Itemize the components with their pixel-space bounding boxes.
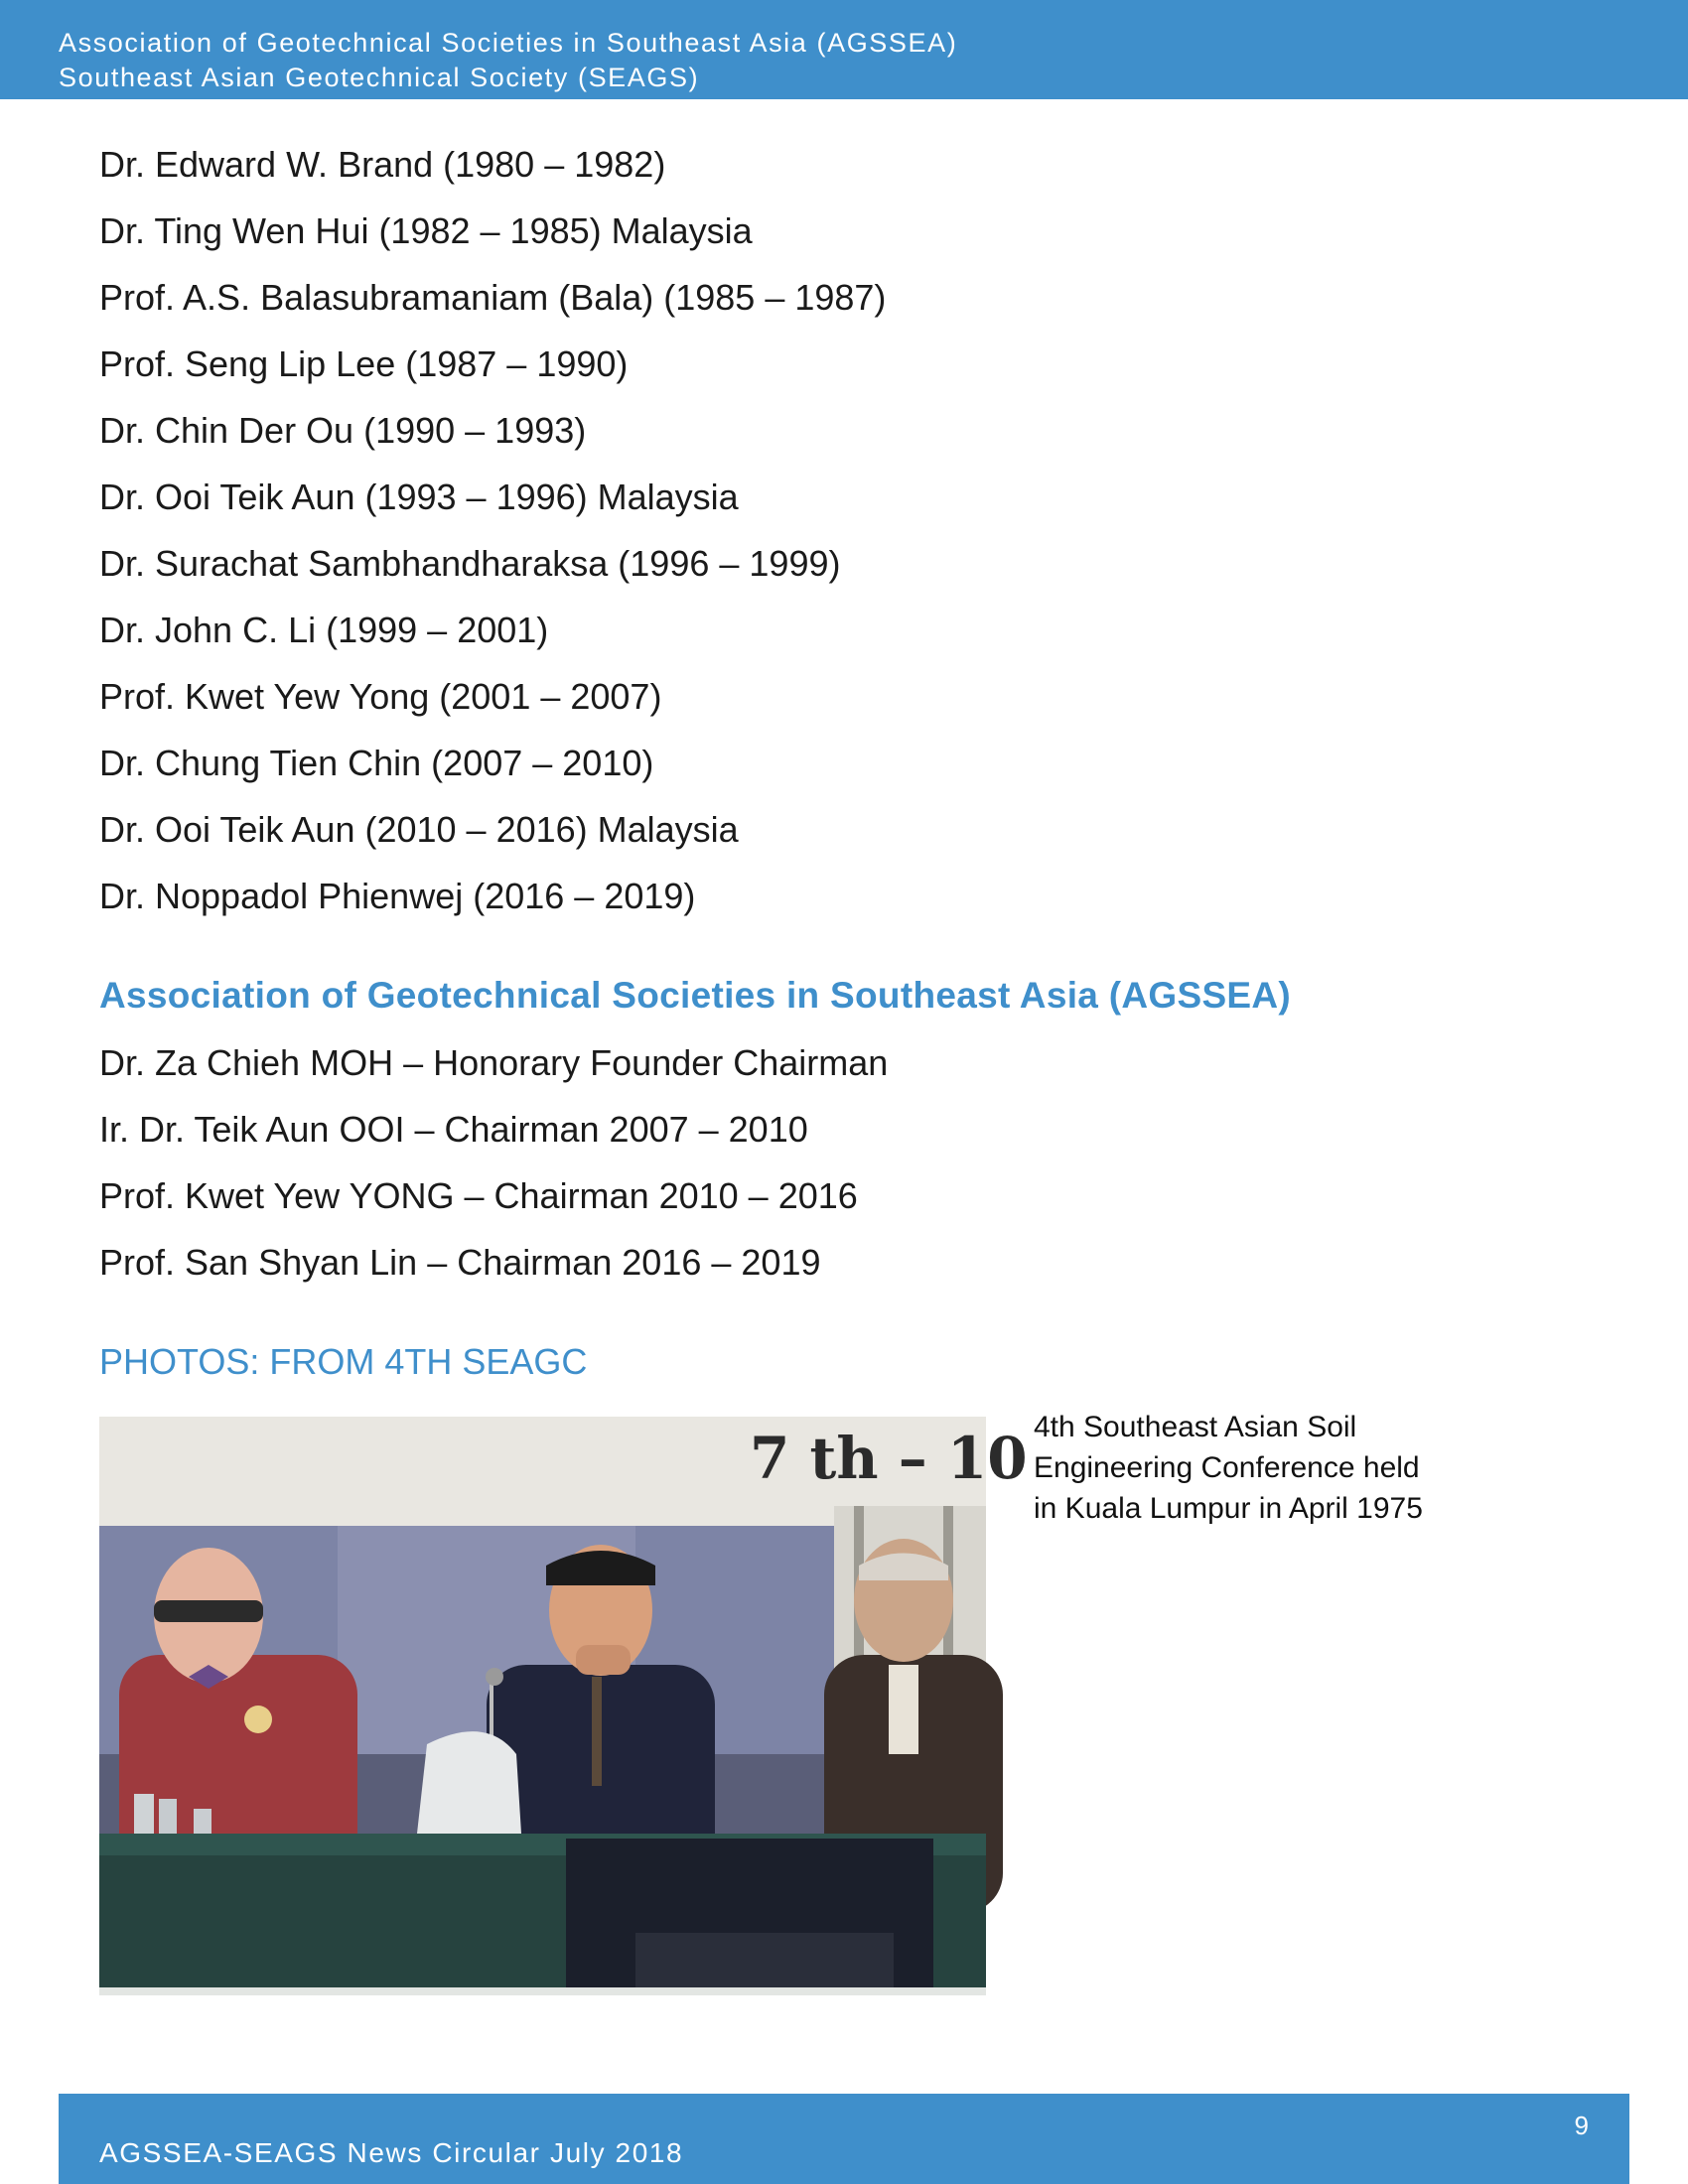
list-item: Dr. Edward W. Brand (1980 – 1982) bbox=[99, 144, 666, 185]
list-item: Dr. Chung Tien Chin (2007 – 2010) bbox=[99, 743, 654, 783]
list-item: Prof. Kwet Yew Yong (2001 – 2007) bbox=[99, 676, 662, 717]
list-item: Dr. Ooi Teik Aun (1993 – 1996) Malaysia bbox=[99, 477, 739, 517]
photos-heading: PHOTOS: FROM 4TH SEAGC bbox=[99, 1341, 588, 1382]
page-header bbox=[0, 0, 1688, 99]
list-item: Ir. Dr. Teik Aun OOI – Chairman 2007 – 2010 bbox=[99, 1109, 808, 1150]
conference-photo bbox=[99, 1417, 1028, 1995]
list-item: Dr. Ooi Teik Aun (2010 – 2016) Malaysia bbox=[99, 809, 739, 850]
list-item: Prof. San Shyan Lin – Chairman 2016 – 2019 bbox=[99, 1242, 821, 1283]
list-item: Prof. Seng Lip Lee (1987 – 1990) bbox=[99, 343, 629, 384]
page-number: 9 bbox=[1574, 2111, 1589, 2140]
page-footer bbox=[59, 2094, 1629, 2184]
presidents-list bbox=[99, 131, 886, 929]
header-org-name: Association of Geotechnical Societies in Southeast Asia (AGSSEA) bbox=[59, 28, 958, 58]
list-item: Dr. Chin Der Ou (1990 – 1993) bbox=[99, 410, 587, 451]
banner-text: 7 th – 10 bbox=[750, 1425, 1028, 1492]
list-item: Dr. Za Chieh MOH – Honorary Founder Chairman bbox=[99, 1042, 889, 1083]
agssea-heading: Association of Geotechnical Societies in Southeast Asia (AGSSEA) bbox=[99, 975, 1292, 1016]
list-item: Dr. Noppadol Phienwej (2016 – 2019) bbox=[99, 876, 696, 916]
list-item: Prof. Kwet Yew YONG – Chairman 2010 – 2016 bbox=[99, 1175, 858, 1216]
footer-title: AGSSEA-SEAGS News Circular July 2018 bbox=[99, 2137, 684, 2168]
water-pitcher bbox=[417, 1731, 521, 1834]
photo-caption: 4th Southeast Asian Soil Engineering Conference held in Kuala Lumpur in April 1975 bbox=[1034, 1411, 1423, 1525]
chairmen-list bbox=[99, 1029, 888, 1296]
list-item: Dr. John C. Li (1999 – 2001) bbox=[99, 610, 549, 650]
list-item: Prof. A.S. Balasubramaniam (Bala) (1985 – 1987) bbox=[99, 277, 887, 318]
header-society-name: Southeast Asian Geotechnical Society (SEAGS) bbox=[59, 63, 700, 92]
list-item: Dr. Surachat Sambhandharaksa (1996 – 1999) bbox=[99, 543, 841, 584]
list-item: Dr. Ting Wen Hui (1982 – 1985) Malaysia bbox=[99, 210, 753, 251]
